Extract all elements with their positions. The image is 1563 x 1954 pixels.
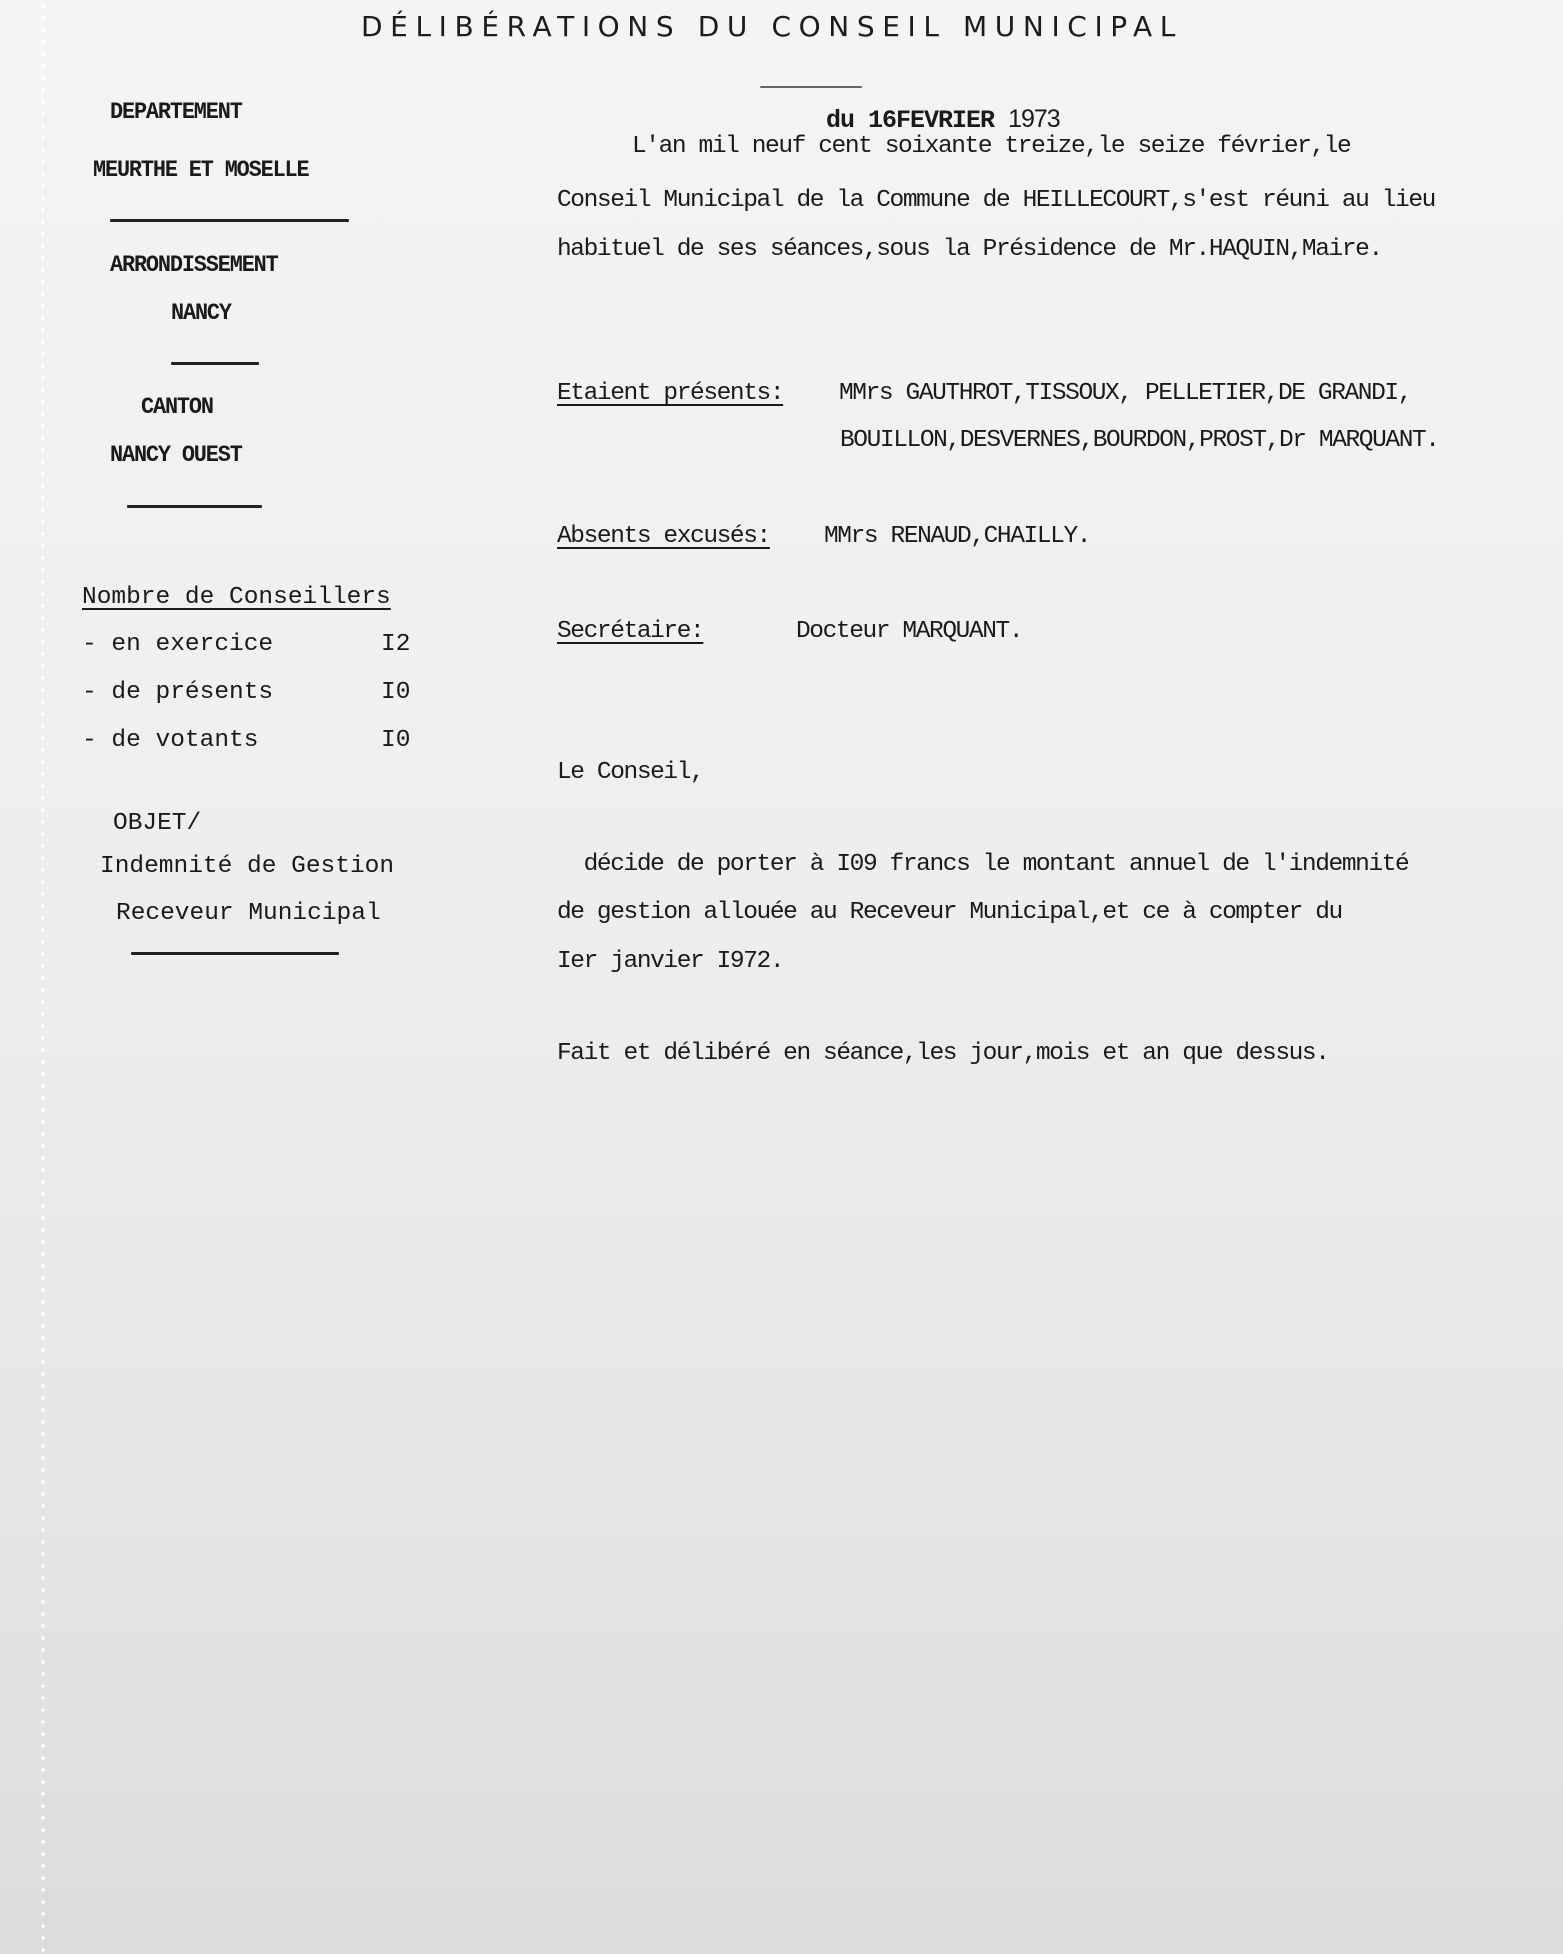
departement-label: DEPARTEMENT [110, 99, 242, 125]
secretaire-value: Docteur MARQUANT. [796, 618, 1023, 645]
conseillers-heading: Nombre de Conseillers [82, 584, 391, 611]
page-title: DÉLIBÉRATIONS DU CONSEIL MUNICIPAL [361, 10, 1183, 43]
decision-line-2: de gestion allouée au Receveur Municipal,et ce à compter du [557, 899, 1342, 926]
paper-perforation [40, 0, 46, 1954]
objet-line-2: Receveur Municipal [116, 900, 381, 927]
left-divider-1 [110, 219, 349, 222]
date-year: 1973 [1008, 105, 1060, 133]
presents-line-1: MMrs GAUTHROT,TISSOUX, PELLETIER,DE GRANDI, [839, 380, 1412, 407]
absents-label: Absents excusés: [557, 523, 770, 550]
decision-line-1: décide de porter à I09 francs le montant annuel de l'indemnité [557, 851, 1409, 878]
canton-label: CANTON [141, 394, 213, 420]
intro-line-2: Conseil Municipal de la Commune de HEILLECOURT,s'est réuni au lieu [557, 187, 1435, 214]
conseillers-row-label: - de présents [82, 679, 274, 706]
closing-statement: Fait et délibéré en séance,les jour,mois et an que dessus. [557, 1040, 1329, 1067]
intro-line-3: habituel de ses séances,sous la Présidence de Mr.HAQUIN,Maire. [557, 236, 1382, 263]
decision-line-3: Ier janvier I972. [557, 948, 784, 975]
arrondissement-label: ARRONDISSEMENT [110, 252, 278, 278]
conseillers-row-label: - de votants [82, 727, 259, 754]
date-prefix: du [826, 106, 855, 135]
objet-line-1: Indemnité de Gestion [100, 853, 395, 880]
absents-value: MMrs RENAUD,CHAILLY. [824, 523, 1091, 550]
presents-line-2: BOUILLON,DESVERNES,BOURDON,PROST,Dr MARQUANT. [840, 427, 1439, 454]
date-day: 16 [868, 106, 897, 135]
objet-divider [131, 952, 339, 955]
presents-label: Etaient présents: [557, 380, 784, 407]
meeting-date [826, 105, 1060, 135]
intro-line-1: L'an mil neuf cent soixante treize,le seize février,le [632, 133, 1351, 160]
departement-value: MEURTHE ET MOSELLE [93, 157, 309, 183]
left-divider-2 [171, 362, 259, 365]
conseillers-row-value: I2 [381, 631, 411, 658]
conseil-heading: Le Conseil, [557, 759, 704, 786]
date-month: FEVRIER [896, 106, 995, 135]
conseillers-row-label: - en exercice [82, 631, 274, 658]
canton-value: NANCY OUEST [110, 442, 242, 468]
arrondissement-value: NANCY [171, 300, 231, 326]
secretaire-label: Secrétaire: [557, 618, 704, 645]
left-divider-3 [127, 505, 262, 508]
objet-label: OBJET/ [113, 810, 202, 837]
conseillers-row-value: I0 [381, 679, 411, 706]
conseillers-row-value: I0 [381, 727, 411, 754]
title-divider [760, 86, 862, 88]
